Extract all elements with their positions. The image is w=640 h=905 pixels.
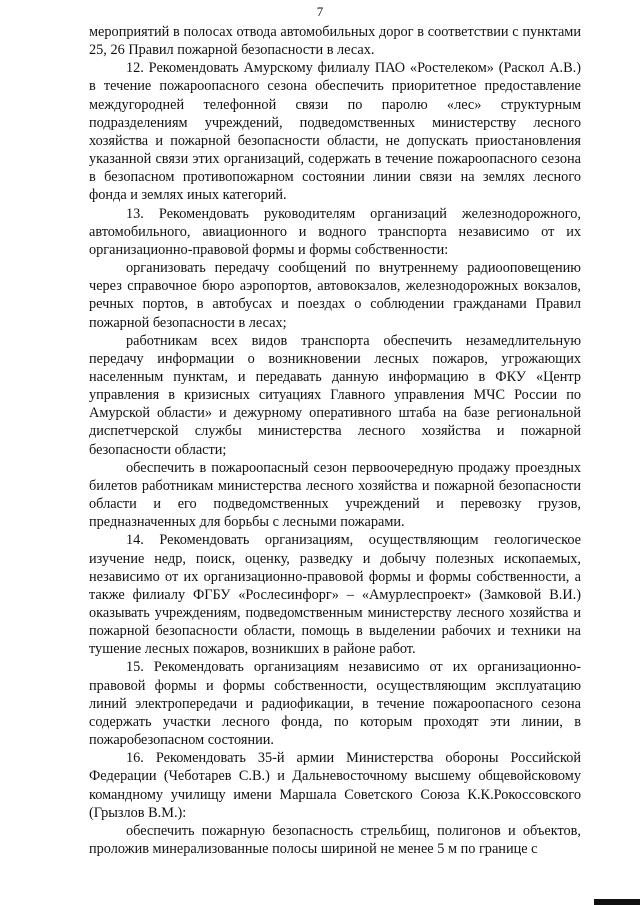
paragraph-item-15: 15. Рекомендовать организациям независимо от их организационно-правовой формы и формы собственности, осуществляющим эксплуатацию линий электропередачи и радиофикации, в течение пожароопасного сезона содержать участки лесного фонда, по которым проходят эти линии, в пожаробезопасном состоянии. [89,659,581,749]
page-number: 7 [316,4,324,19]
paragraph-item-13-subclause-1: организовать передачу сообщений по внутреннему радиооповещению через справочное бюро аэропортов, автовокзалов, железнодорожных вокзалов, речных портов, в автобусах и поездах о соблюдении гражданами Правил пожарной безопасности в лесах; [89,260,581,331]
paragraph-item-13: 13. Рекомендовать руководителям организаций железнодорожного, автомобильного, авиационного и водного транспорта независимо от их организационно-правовой формы и формы собственности: [89,205,581,258]
paragraph-continuation: мероприятий в полосах отвода автомобильных дорог в соответствии с пунктами 25, 26 Правил пожарной безопасности в лесах. [89,24,581,59]
paragraph-item-16-subclause-1: обеспечить пожарную безопасность стрельбищ, полигонов и объектов, проложив минерализованные полосы шириной не менее 5 м по границе с [89,822,581,858]
scan-artifact [594,899,640,905]
document-body [89,23,581,858]
paragraph-item-12: 12. Рекомендовать Амурскому филиалу ПАО «Ростелеком» (Раскол А.В.) в течение пожароопасного сезона обеспечить приоритетное предоставление междугородней телефонной связи по паролю «лес» структурным подразделениям учреждений, подведомственных министерству лесного хозяйства и пожарной безопасности области, не допускать приостановления указанной связи этих организаций, содержать в течение пожароопасного сезона в безопасном противопожарном состоянии линии связи на землях лесного фонда и землях иных категорий. [89,60,581,204]
paragraph-item-16: 16. Рекомендовать 35-й армии Министерства обороны Российской Федерации (Чеботарев С.В.) и Дальневосточному высшему общевойсковому командному училищу имени Маршала Советского Союза К.К.Рокоссовского (Грызлов В.М.): [89,750,581,821]
paragraph-item-13-subclause-2: работникам всех видов транспорта обеспечить незамедлительную передачу информации о возникновении лесных пожаров, угрожающих населенным пунктам, и передавать данную информацию в ФКУ «Центр управления в кризисных ситуациях Главного управления МЧС России по Амурской области» и дежурному оперативного штаба на базе региональной диспетчерской службы министерства лесного хозяйства и пожарной безопасности области; [89,332,581,458]
paragraph-item-13-subclause-3: обеспечить в пожароопасный сезон первоочередную продажу проездных билетов работникам министерства лесного хозяйства и пожарной безопасности области и его подведомственных учреждений и перевозку грузов, предназначенных для борьбы с лесными пожарами. [89,459,581,531]
paragraph-item-14: 14. Рекомендовать организациям, осуществляющим геологическое изучение недр, поиск, оценку, разведку и добычу полезных ископаемых, независимо от их организационно-правовой формы и формы собственности, а также филиалу ФГБУ «Рослесинфорг» – «Амурлеспроект» (Замковой В.И.) оказывать учреждениям, подведомственным министерству лесного хозяйства и пожарной безопасности области, помощь в выделении рабочих и техники на тушение лесных пожаров, возникших в районе работ. [89,532,581,658]
